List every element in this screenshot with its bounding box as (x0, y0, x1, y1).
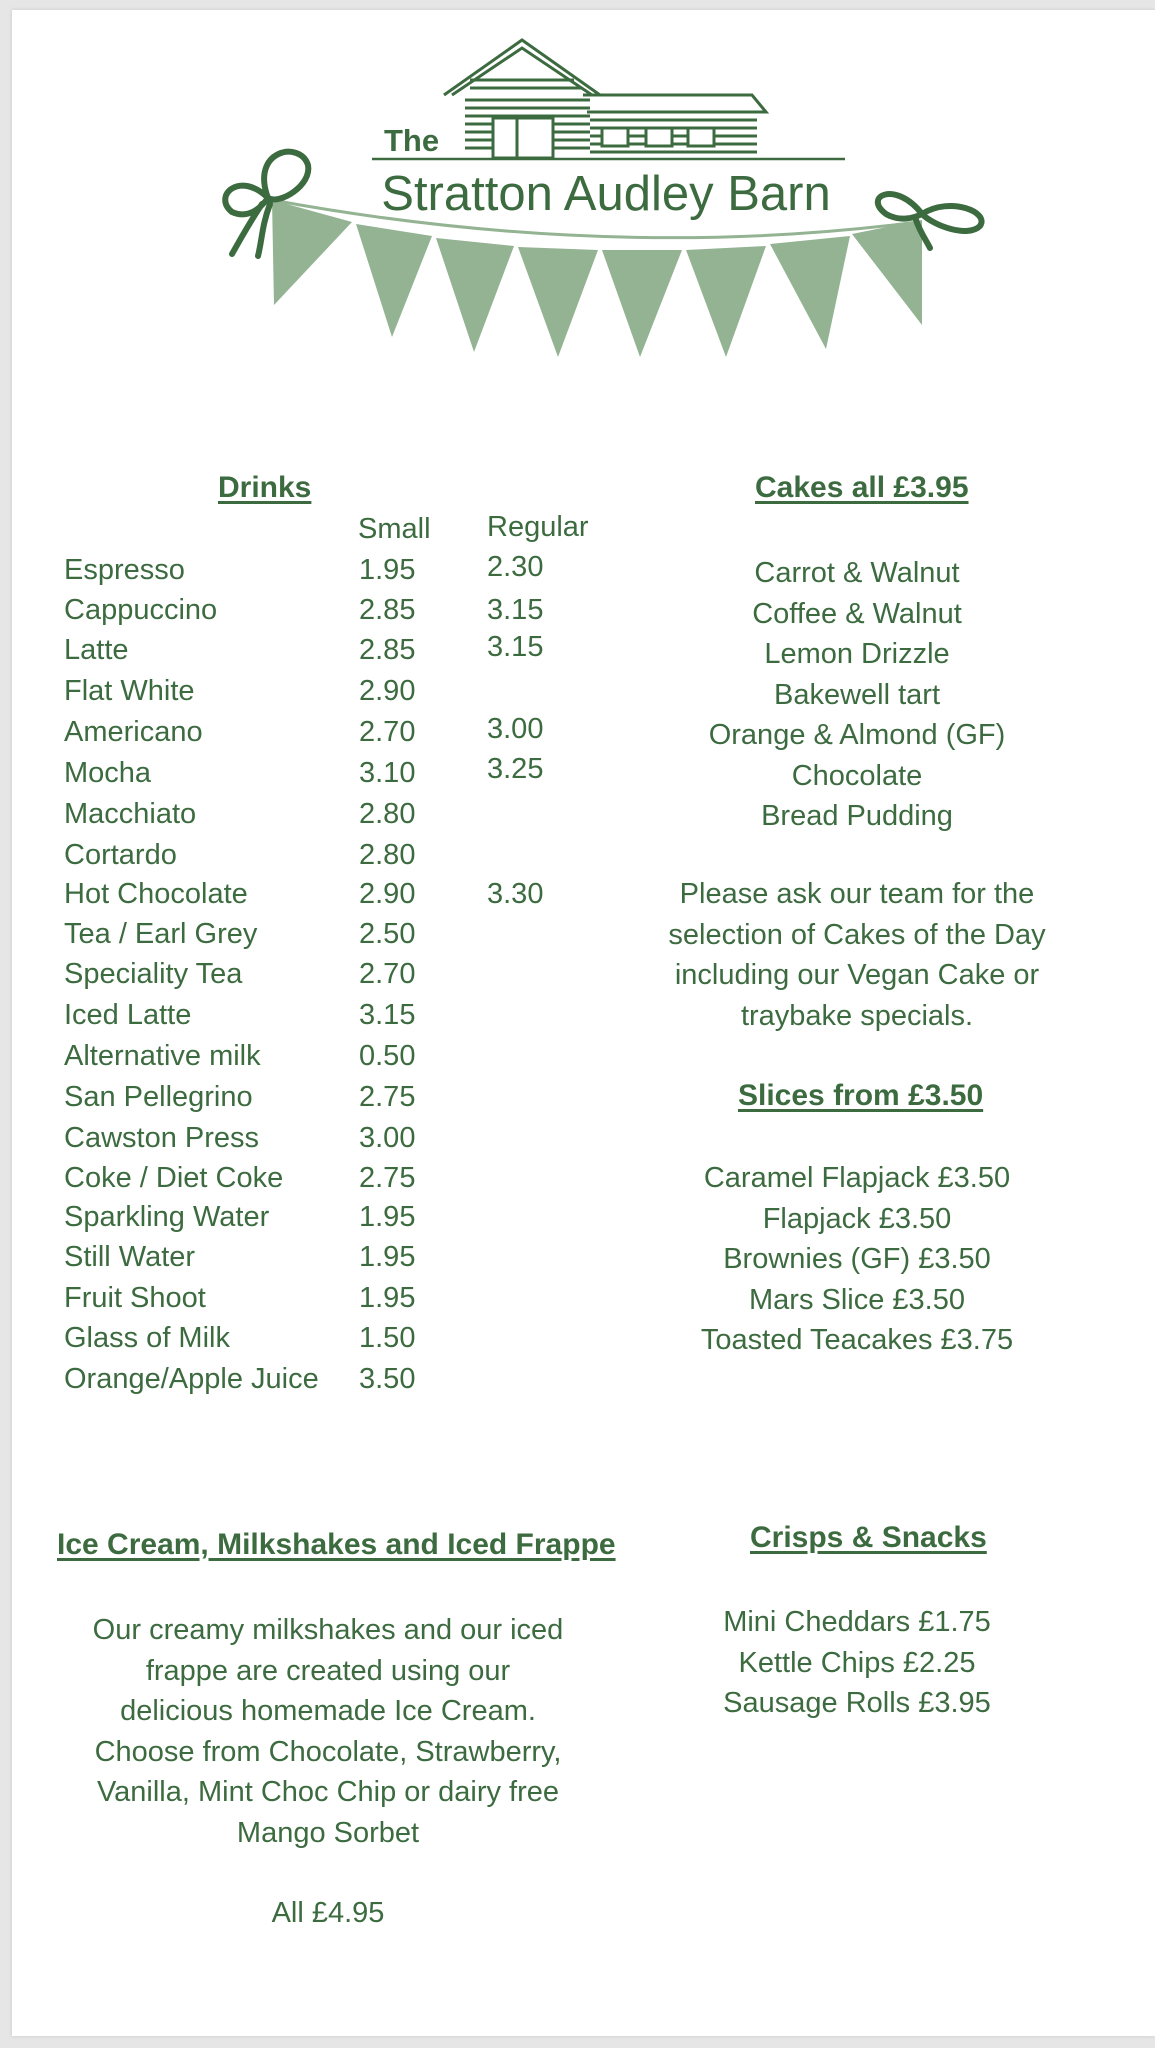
list-item: Caramel Flapjack £3.50 (703, 1162, 1011, 1194)
drink-row (0, 753, 700, 797)
list-item: Carrot & Walnut (754, 557, 960, 589)
drink-row (0, 1122, 700, 1162)
drink-row (0, 631, 700, 674)
drink-row (0, 1282, 700, 1322)
slices-heading: Slices from £3.50 (738, 1079, 984, 1112)
list-item: Bakewell tart (773, 678, 940, 711)
list-item: Lemon Drizzle (764, 638, 950, 670)
drinks-heading: Drinks (218, 471, 312, 504)
drink-name: Orange/Apple Juice (64, 1363, 319, 1395)
drink-name: Tea / Earl Grey (64, 918, 258, 950)
drink-name: Hot Chocolate (64, 878, 248, 910)
regular-column-header: Regular (487, 511, 589, 543)
drink-row (0, 1201, 700, 1241)
drink-name: Cawston Press (64, 1122, 260, 1154)
list-item: Bread Pudding (761, 800, 953, 832)
note-line: selection of Cakes of the Day (668, 918, 1046, 951)
drink-row (0, 594, 700, 634)
description-line: Vanilla, Mint Choc Chip or dairy free (96, 1776, 560, 1808)
description-line: Our creamy milkshakes and our iced (92, 1614, 564, 1646)
barn-icon (372, 40, 845, 159)
drink-small-price: 1.95 (359, 1282, 416, 1314)
small-column-header: Small (358, 513, 431, 545)
drink-row (0, 1081, 700, 1121)
snacks-list (607, 1602, 1107, 1724)
drink-regular-price: 3.25 (487, 753, 544, 785)
list-item: Mini Cheddars £1.75 (723, 1606, 991, 1638)
description-line: Choose from Chocolate, Strawberry, (94, 1735, 562, 1768)
drink-name: Macchiato (64, 798, 197, 830)
note-line: Please ask our team for the (679, 878, 1035, 910)
drink-small-price: 2.75 (359, 1081, 416, 1113)
cakes-heading: Cakes all £3.95 (755, 471, 969, 504)
drink-name: Glass of Milk (64, 1322, 230, 1354)
ice-cream-description (38, 1610, 618, 1853)
drink-small-price: 2.80 (359, 798, 416, 830)
drink-name: Fruit Shoot (64, 1282, 206, 1314)
drink-regular-price: 2.30 (487, 551, 544, 583)
drink-small-price: 2.80 (359, 839, 416, 871)
drink-row (0, 1363, 700, 1403)
list-item: Brownies (GF) £3.50 (723, 1243, 991, 1275)
cakes-list (607, 553, 1107, 837)
drink-name: Alternative milk (64, 1040, 261, 1072)
description-line: frappe are created using our (145, 1654, 511, 1687)
drink-name: Iced Latte (64, 999, 192, 1031)
drink-small-price: 2.85 (359, 634, 416, 666)
drink-row (0, 675, 700, 715)
description-line: delicious homemade Ice Cream. (120, 1695, 536, 1727)
drink-row (0, 713, 700, 756)
drink-small-price: 3.50 (359, 1363, 416, 1395)
drink-small-price: 0.50 (359, 1040, 416, 1072)
drink-name: Still Water (64, 1241, 196, 1273)
drink-small-price: 1.95 (359, 554, 416, 586)
drink-small-price: 1.95 (359, 1241, 416, 1273)
drink-name: Speciality Tea (64, 958, 243, 990)
drink-small-price: 1.50 (359, 1322, 416, 1354)
note-line: traybake specials. (740, 999, 974, 1032)
list-item: Sausage Rolls £3.95 (723, 1687, 991, 1719)
list-item: Coffee & Walnut (752, 597, 962, 630)
drink-small-price: 2.85 (359, 594, 416, 626)
list-item: Kettle Chips £2.25 (738, 1646, 976, 1679)
drink-row (0, 918, 700, 958)
ice-cream-heading: Ice Cream, Milkshakes and Iced Frappe (57, 1528, 616, 1561)
drink-name: Espresso (64, 554, 185, 586)
drink-row (0, 1040, 700, 1080)
drink-row (0, 1162, 700, 1202)
description-line: Mango Sorbet (236, 1816, 420, 1849)
list-item: Flapjack £3.50 (762, 1202, 952, 1235)
note-line: including our Vegan Cake or (674, 959, 1040, 991)
drink-row (0, 958, 700, 998)
drink-row (0, 999, 700, 1039)
bunting-icon (272, 200, 922, 357)
drink-name: Latte (64, 634, 129, 666)
drink-small-price: 3.15 (359, 999, 416, 1031)
drink-name: Coke / Diet Coke (64, 1162, 284, 1194)
drink-row (0, 839, 700, 879)
drink-row (0, 1241, 700, 1281)
drink-row (0, 1322, 700, 1362)
drink-regular-price: 3.15 (487, 594, 544, 626)
drink-name: Cortardo (64, 839, 177, 871)
drink-regular-price: 3.15 (487, 631, 544, 663)
drink-name: Mocha (64, 757, 152, 789)
drink-row (0, 551, 700, 594)
drink-small-price: 2.50 (359, 918, 416, 950)
snacks-heading: Crisps & Snacks (750, 1521, 987, 1554)
drink-small-price: 2.75 (359, 1162, 416, 1194)
slices-list (607, 1158, 1107, 1361)
list-item: Toasted Teacakes £3.75 (700, 1324, 1014, 1356)
drink-name: San Pellegrino (64, 1081, 253, 1113)
cakes-note (607, 874, 1107, 1036)
drink-small-price: 1.95 (359, 1201, 416, 1233)
brand-name: Stratton Audley Barn (381, 167, 831, 221)
drink-regular-price: 3.30 (487, 878, 544, 910)
drink-small-price: 2.70 (359, 716, 416, 748)
ice-cream-price: All £4.95 (271, 1897, 385, 1929)
drink-row (0, 878, 700, 918)
drink-small-price: 3.00 (359, 1122, 416, 1154)
drink-name: Cappuccino (64, 594, 218, 626)
drink-small-price: 3.10 (359, 757, 416, 789)
list-item: Orange & Almond (GF) (708, 719, 1006, 751)
list-item: Mars Slice £3.50 (749, 1283, 965, 1316)
list-item: Chocolate (791, 759, 923, 792)
drink-small-price: 2.90 (359, 675, 416, 707)
brand-the: The (384, 123, 440, 158)
drink-name: Sparkling Water (64, 1201, 270, 1233)
drink-row (0, 798, 700, 838)
drink-small-price: 2.70 (359, 958, 416, 990)
drink-regular-price: 3.00 (487, 713, 544, 745)
drink-small-price: 2.90 (359, 878, 416, 910)
barn-logo (0, 0, 1155, 380)
drink-name: Flat White (64, 675, 195, 707)
drink-name: Americano (64, 716, 203, 748)
